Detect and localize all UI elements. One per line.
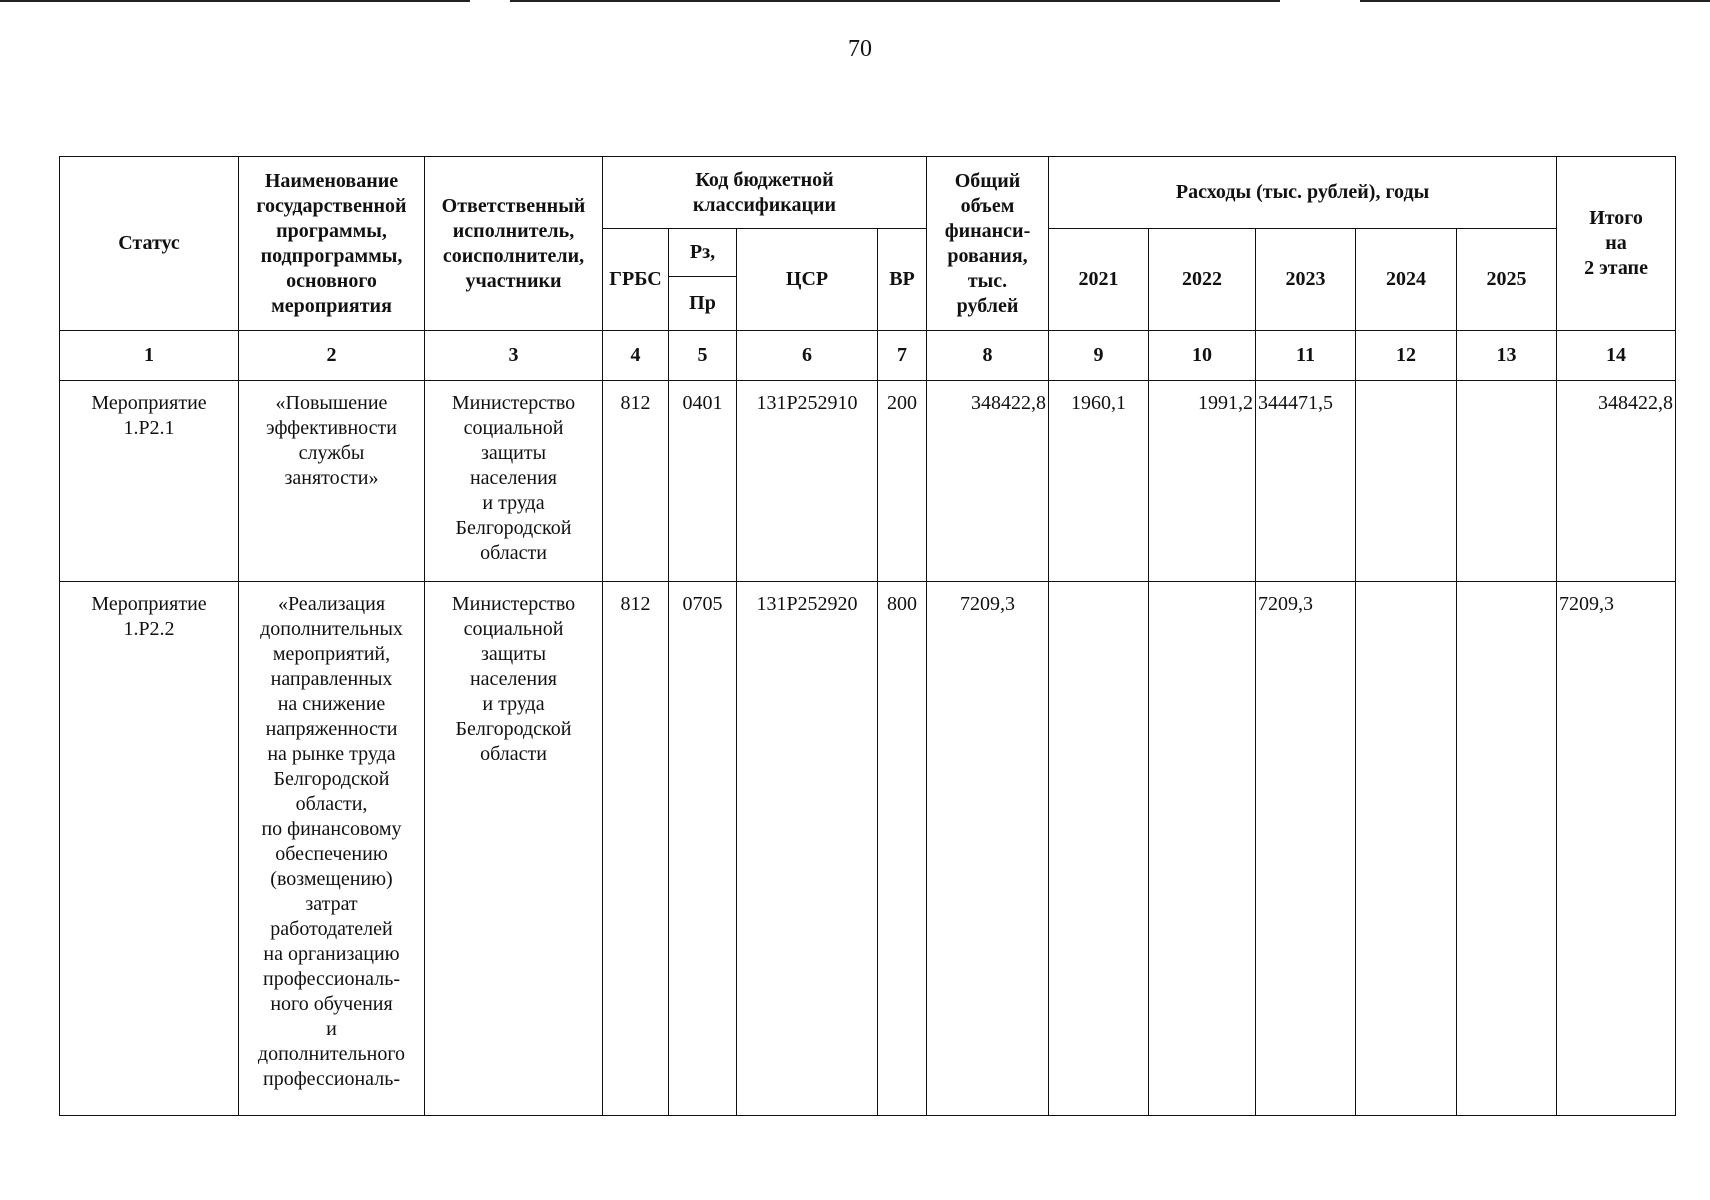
header-rz: Рз, [669,229,737,277]
column-number: 5 [669,331,737,381]
top-rule-right [1360,0,1710,2]
column-number: 14 [1557,331,1676,381]
header-year-2023: 2023 [1256,229,1356,331]
column-number: 3 [425,331,603,381]
cell-vr: 800 [878,582,927,1116]
header-grbs: ГРБС [603,229,669,331]
column-number: 10 [1149,331,1256,381]
cell-status: Мероприятие 1.Р2.1 [60,381,239,582]
cell-2024 [1356,582,1457,1116]
header-status: Статус [60,157,239,331]
column-number: 7 [878,331,927,381]
top-rule-middle [510,0,1280,2]
cell-2025 [1457,582,1557,1116]
cell-2024 [1356,381,1457,582]
cell-csr: 131Р252920 [737,582,878,1116]
header-year-2025: 2025 [1457,229,1557,331]
cell-2022 [1149,582,1256,1116]
cell-total: 7209,3 [927,582,1049,1116]
cell-name: «Реализация дополнительных мероприятий, направленных на снижение напряженности на рынке труда Белгородской области, по финансовому обеспечению (возмещению) затрат работодателей на организацию профессиональ- ного обучения и дополнительного профессиональ- [239,582,425,1116]
cell-total: 348422,8 [927,381,1049,582]
table-row [60,381,1676,582]
column-numbers-row [60,331,1676,381]
cell-itogo: 348422,8 [1557,381,1676,582]
cell-status: Мероприятие 1.Р2.2 [60,582,239,1116]
table-header [60,157,1676,381]
cell-2023: 7209,3 [1256,582,1356,1116]
header-vr: ВР [878,229,927,331]
header-name: Наименование государственной программы, подпрограммы, основного мероприятия [239,157,425,331]
cell-responsible: Министерство социальной защиты населения и труда Белгородской области [425,381,603,582]
column-number: 8 [927,331,1049,381]
header-pr: Пр [669,277,737,331]
header-year-2022: 2022 [1149,229,1256,331]
column-number: 12 [1356,331,1457,381]
page-number: 70 [848,36,872,62]
column-number: 13 [1457,331,1557,381]
header-expenses: Расходы (тыс. рублей), годы [1049,157,1557,229]
cell-2025 [1457,381,1557,582]
table-body [60,381,1676,1116]
cell-responsible: Министерство социальной защиты населения и труда Белгородской области [425,582,603,1116]
cell-csr: 131Р252910 [737,381,878,582]
cell-grbs: 812 [603,381,669,582]
header-responsible: Ответственный исполнитель, соисполнители, участники [425,157,603,331]
header-csr: ЦСР [737,229,878,331]
cell-rzpr: 0401 [669,381,737,582]
column-number: 2 [239,331,425,381]
cell-vr: 200 [878,381,927,582]
column-number: 11 [1256,331,1356,381]
cell-name: «Повышение эффективности службы занятости» [239,381,425,582]
cell-2022: 1991,2 [1149,381,1256,582]
column-number: 6 [737,331,878,381]
top-rule-left [0,0,470,2]
header-budget-code: Код бюджетной классификации [603,157,927,229]
cell-itogo: 7209,3 [1557,582,1676,1116]
cell-rzpr: 0705 [669,582,737,1116]
cell-grbs: 812 [603,582,669,1116]
cell-2023: 344471,5 [1256,381,1356,582]
table-row [60,582,1676,1116]
budget-table [59,156,1676,1116]
header-year-2024: 2024 [1356,229,1457,331]
column-number: 9 [1049,331,1149,381]
header-year-2021: 2021 [1049,229,1149,331]
column-number: 4 [603,331,669,381]
cell-2021 [1049,582,1149,1116]
header-total-volume: Общий объем финанси- рования, тыс. рублей [927,157,1049,331]
column-number: 1 [60,331,239,381]
cell-2021: 1960,1 [1049,381,1149,582]
header-itogo: Итого на 2 этапе [1557,157,1676,331]
